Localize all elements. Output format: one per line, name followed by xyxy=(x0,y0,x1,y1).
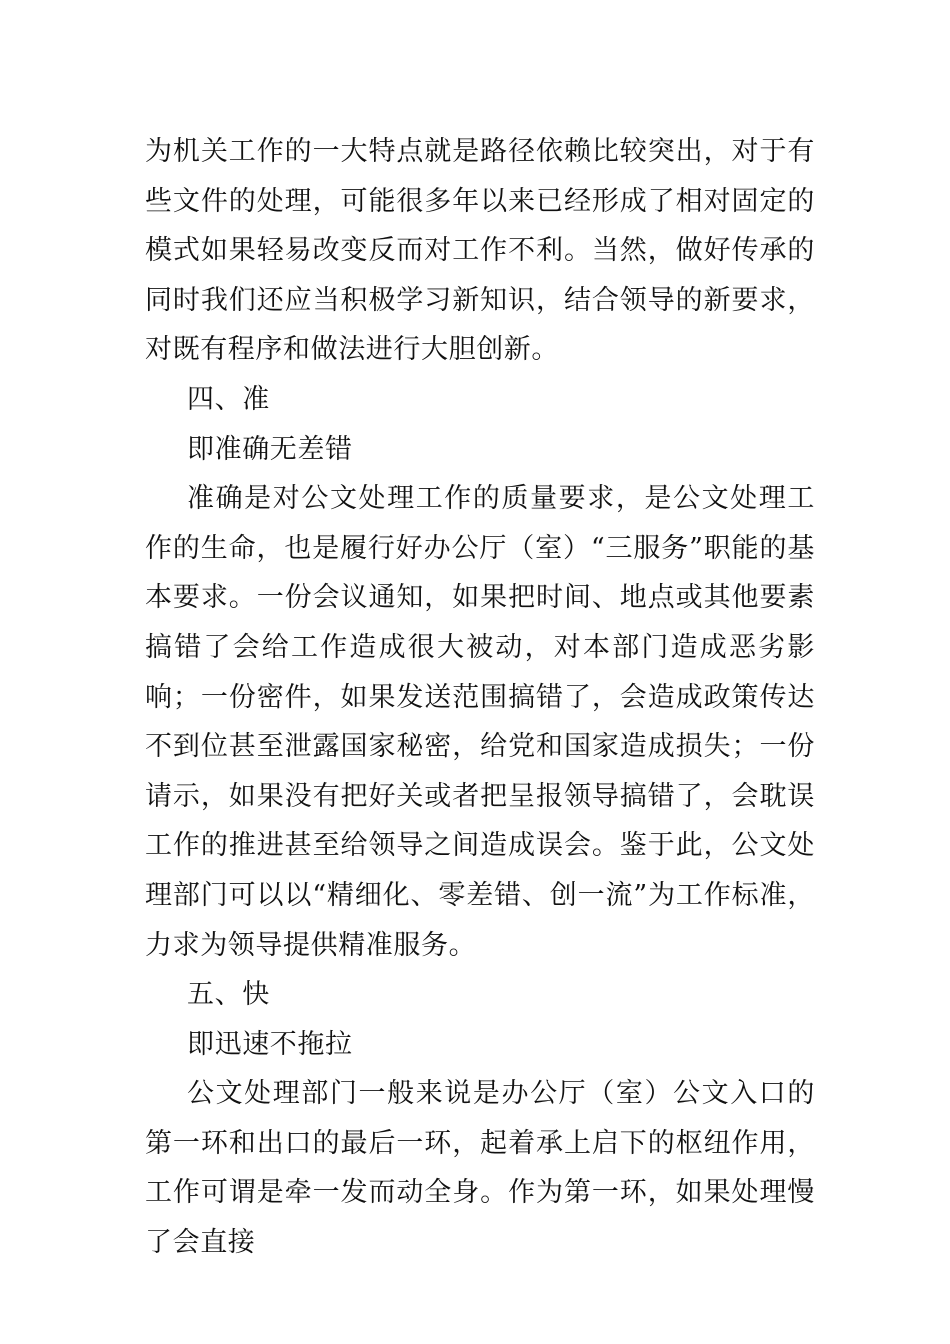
section-subheading-5: 即迅速不拖拉 xyxy=(187,1028,353,1060)
section-heading-4: 四、准 xyxy=(187,383,270,415)
section-subheading-4: 即准确无差错 xyxy=(187,433,353,465)
paragraph-continuation: 为机关工作的一大特点就是路径依赖比较突出，对于有些文件的处理，可能很多年以来已经形成了相对固定的模式如果轻易改变反而对工作不利。当然，做好传承的同时我们还应当积极学习新知识，结合领导的新要求，对既有程序和做法进行大胆创新。 xyxy=(145,136,815,366)
paragraph-accuracy: 准确是对公文处理工作的质量要求，是公文处理工作的生命，也是履行好办公厅（室）“三服务”职能的基本要求。一份会议通知，如果把时间、地点或其他要素搞错了会给工作造成很大被动，对本部门造成恶劣影响；一份密件，如果发送范围搞错了，会造成政策传达不到位甚至泄露国家秘密，给党和国家造成损失；一份请示，如果没有把好关或者把呈报领导搞错了，会耽误工作的推进甚至给领导之间造成误会。鉴于此，公文处理部门可以以“精细化、零差错、创一流”为工作标准，力求为领导提供精准服务。 xyxy=(145,483,815,961)
paragraph-speed: 公文处理部门一般来说是办公厅（室）公文入口的第一环和出口的最后一环，起着承上启下的枢纽作用，工作可谓是牵一发而动全身。作为第一环，如果处理慢了会直接 xyxy=(145,1078,815,1259)
document-body xyxy=(145,127,815,1268)
section-heading-5: 五、快 xyxy=(187,979,270,1011)
